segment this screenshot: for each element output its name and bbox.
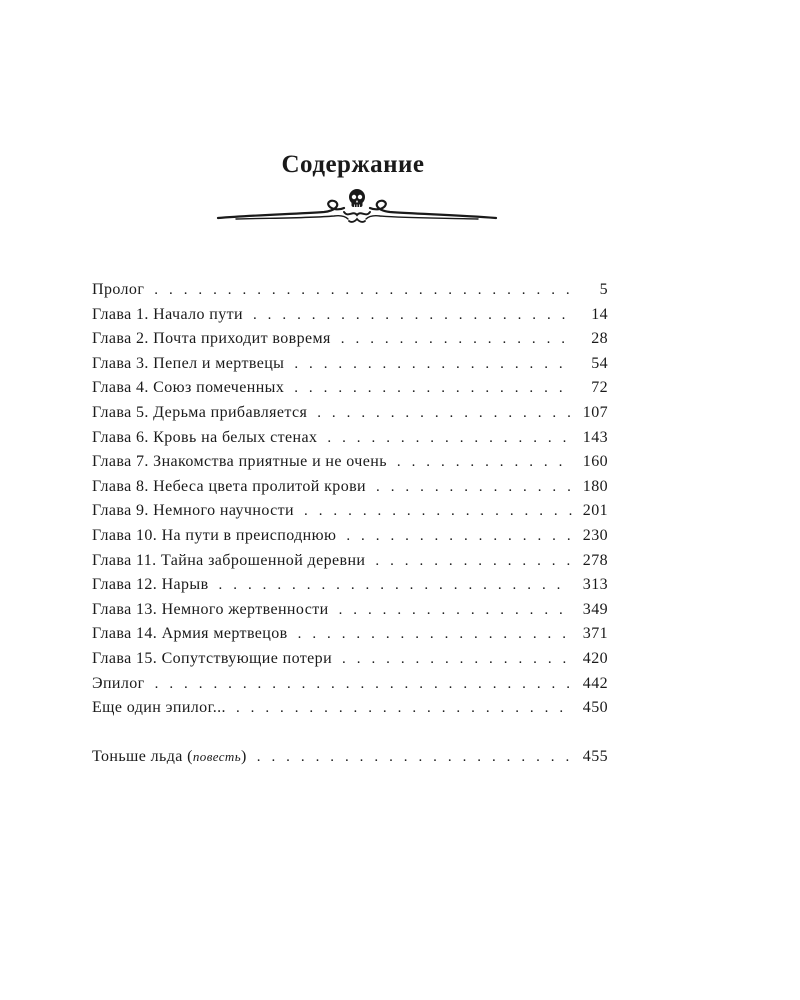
toc-entry-subtitle: повесть [192,748,242,764]
dot-leader [219,573,572,598]
toc-entry-page: 143 [582,428,608,446]
toc-entry-title: Пролог [92,281,145,298]
toc-entry-page: 54 [591,354,608,372]
toc-entry-title: Глава 13. Немного жертвенности [92,600,329,618]
dot-leader [346,524,572,549]
toc-entry-title: Глава 7. Знакомства приятные и не очень [92,453,387,471]
dot-leader [397,450,572,475]
dot-leader [327,426,572,451]
toc-entry-page: 230 [582,526,608,544]
toc-entry-chapter-7[interactable] [92,450,608,475]
toc-entry-chapter-5[interactable] [92,401,608,426]
toc-entry-chapter-1[interactable] [92,303,608,328]
toc-entry-title: Глава 5. Дерьма прибавляется [92,403,308,421]
toc-entry-page: 420 [582,649,608,667]
dot-leader [253,303,572,328]
toc-entry-chapter-15[interactable] [92,647,608,672]
page-title: Содержание [281,150,425,178]
toc-entry-title: Еще один эпилог... [92,699,226,717]
toc-entry-epilogue-2[interactable] [92,696,608,721]
dot-leader [339,598,572,623]
dot-leader [342,647,572,672]
toc-entry-title-main: Тоньше льда ( [92,747,193,765]
toc-entry-title: Глава 11. Тайна заброшенной деревни [92,551,366,569]
toc-entry-novella[interactable] [92,745,608,770]
toc-entry-title: Глава 15. Сопутствующие потери [92,649,333,667]
toc-entry-chapter-4[interactable] [92,376,608,401]
dot-leader [257,745,572,770]
toc-entry-chapter-8[interactable] [92,475,608,500]
toc-entry-page: 160 [582,453,608,471]
toc-entry-page: 450 [582,699,608,717]
toc-entry-title: Глава 14. Армия мертвецов [92,625,288,643]
toc-entry-chapter-14[interactable] [92,622,608,647]
dot-leader [294,376,572,401]
toc-entry-title: Глава 12. Нарыв [92,576,209,594]
toc-entry-title: Глава 1. Начало пути [92,305,243,323]
toc-entry-title: Глава 9. Немного научности [92,502,295,520]
toc-entry-page: 371 [582,625,608,643]
toc-entry-chapter-2[interactable] [92,327,608,352]
toc-entry-page: 201 [582,502,608,520]
toc-entry-chapter-12[interactable] [92,573,608,598]
toc-entry-page: 442 [582,674,608,692]
dot-leader [294,352,572,377]
toc-entry-title: Глава 6. Кровь на белых стенах [92,428,318,446]
toc-entry-chapter-6[interactable] [92,426,608,451]
dot-leader [376,475,572,500]
toc-entry-epilogue[interactable] [92,672,608,697]
toc-entry-page: 455 [582,747,608,765]
toc-entry-page: 28 [591,330,608,348]
toc-entry-title: Глава 3. Пепел и мертвецы [92,354,285,372]
dot-leader [236,696,572,721]
dot-leader [304,499,572,524]
toc-entry-title: Глава 2. Почта приходит вовремя [92,330,331,348]
toc-entry-chapter-11[interactable] [92,549,608,574]
toc-entry-page: 107 [582,403,608,421]
toc-entry-chapter-10[interactable] [92,524,608,549]
dot-leader [154,278,572,303]
toc-entry-page: 278 [582,551,608,569]
toc-entry-chapter-9[interactable] [92,499,608,524]
toc-entry-page: 14 [591,305,608,323]
toc-entry-title: Глава 10. На пути в преисподнюю [92,526,337,544]
toc-entry-title: Глава 4. Союз помеченных [92,379,285,397]
dot-leader [317,401,572,426]
toc-entry-page: 180 [582,477,608,495]
dot-leader [375,549,572,574]
toc-entry-page: 5 [599,281,608,298]
toc-entry-title [92,745,247,770]
dot-leader [298,622,572,647]
toc-entry-title: Эпилог [92,674,145,692]
skull-flourish-icon [216,188,498,230]
toc-entry-title: Глава 8. Небеса цвета пролитой крови [92,477,367,495]
toc-entry-chapter-3[interactable] [92,352,608,377]
toc-entry-page: 72 [591,379,608,397]
dot-leader [341,327,572,352]
toc-entry-page: 313 [582,576,608,594]
dot-leader [155,672,572,697]
toc-entry-chapter-13[interactable] [92,598,608,623]
toc-entry-title-end: ) [241,747,247,765]
toc-entry-page: 349 [582,600,608,618]
toc-entry-prologue[interactable] [92,278,608,303]
table-of-contents [92,278,608,769]
